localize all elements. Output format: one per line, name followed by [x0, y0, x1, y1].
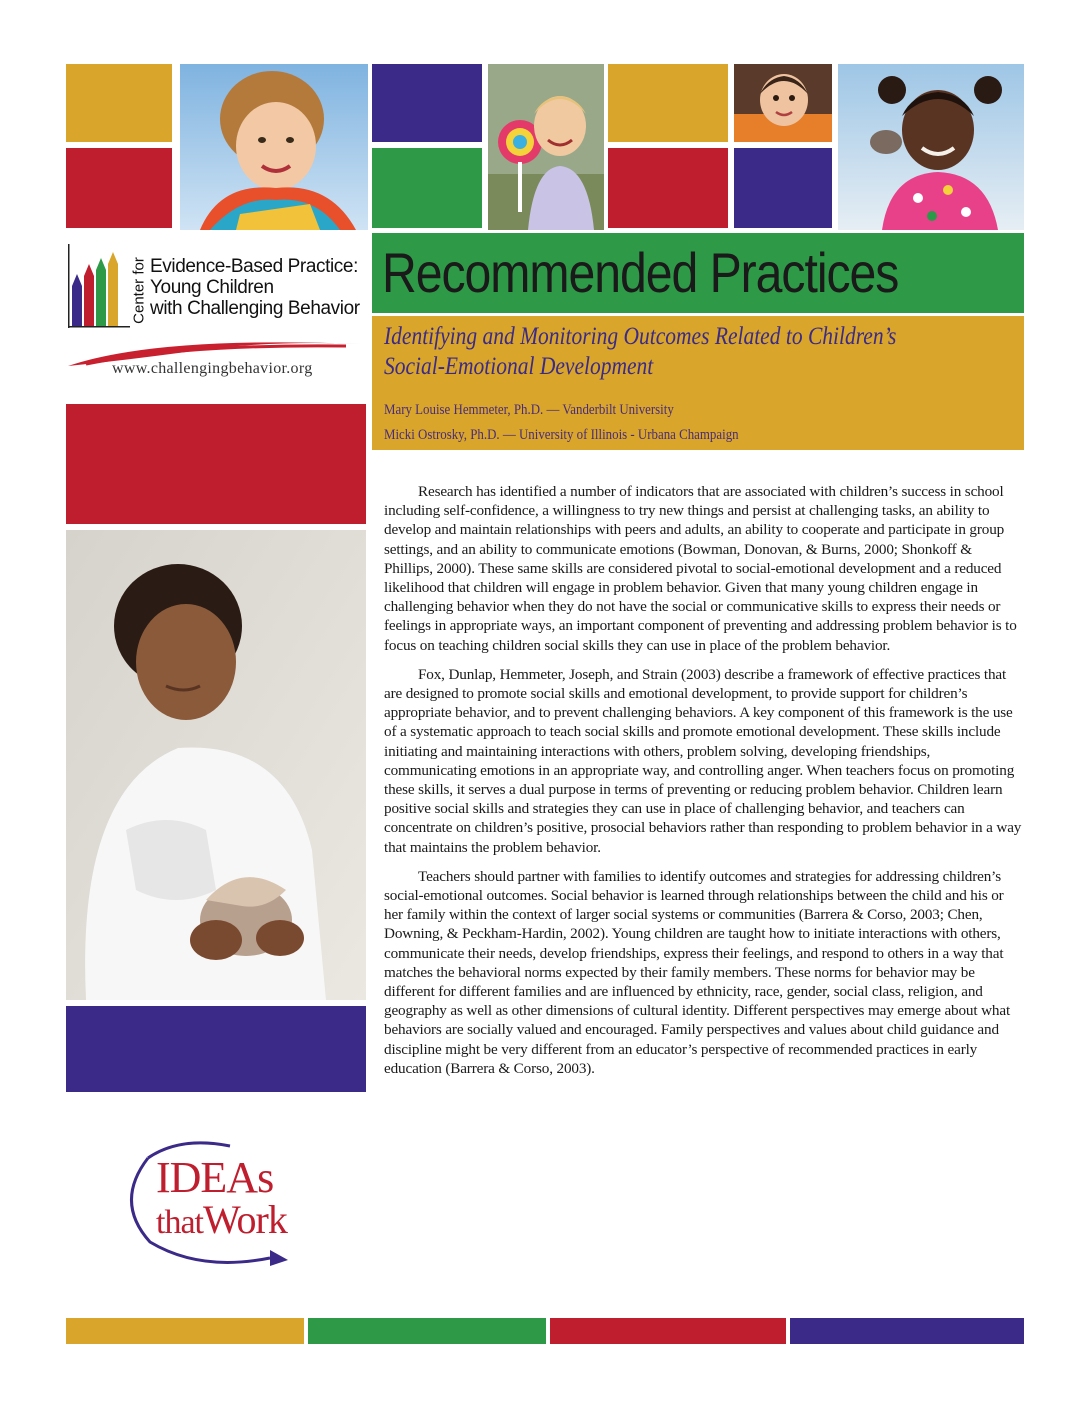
crayons-icon [66, 242, 136, 334]
work-text: Work [202, 1197, 287, 1242]
side-block [66, 1006, 366, 1092]
mosaic-block [608, 148, 728, 228]
child-with-lollipop-photo [488, 64, 604, 230]
mosaic-block [372, 148, 482, 228]
subtitle-line: Identifying and Monitoring Outcomes Related to Children’s [384, 323, 897, 350]
toddler-photo [734, 64, 832, 142]
subtitle-line: Social-Emotional Development [384, 353, 654, 380]
boy-with-seashell-photo [66, 530, 366, 1000]
logo-vertical-text: Center for [130, 257, 148, 324]
logo-text [150, 256, 360, 319]
body-paragraph: Teachers should partner with families to identify outcomes and strategies for addressing children’s social-emotional outcomes. Social behavior is learned through relationships between the child and his or her family within the context of larger social systems or communities (Barrera & Corso, 2003; Chen, Downing, & Peckham-Hardin, 2002). Young children are taught how to initiate interactions with others, communicate their needs, develop friendships, express their feelings, and respond to others in a way that matches the behavioral norms expected by their family members. These norms for behavior may be different for different families and are influenced by ethnicity, race, gender, social class, religion, and geography as well as other dimensions of cultural identity. Different perspectives may emerge about what behaviors are socially valued and encouraged. Family perspectives and values about child guidance and discipline might be very different from an educator’s perspective of recommended practices in early education (Barrera & Corso, 2003). [384, 867, 1011, 1077]
author-line: Mary Louise Hemmeter, Ph.D. — Vanderbilt University [384, 402, 674, 418]
mosaic-block [608, 64, 728, 142]
footer-bar-segment [550, 1318, 786, 1344]
that-text: that [156, 1204, 203, 1241]
ideas-that-work-logo [120, 1138, 332, 1266]
author-line: Micki Ostrosky, Ph.D. — University of Illinois - Urbana Champaign [384, 427, 739, 443]
footer-bar-segment [308, 1318, 546, 1344]
mosaic-block [734, 148, 832, 228]
that-work-text [156, 1196, 287, 1243]
logo-line: with Challenging Behavior [150, 298, 360, 319]
logo-line: Young Children [150, 277, 274, 298]
body-paragraph: Research has identified a number of indicators that are associated with children’s success in school including self-confidence, a willingness to try new things and persist at challenging tasks, an ability to develop and maintain relationships with peers and adults, an ability to cooperate and participate in group settings, and an ability to communicate emotions (Bowman, Donovan, & Burns, 2000; Shonkoff & Phillips, 2000). These same skills are considered pivotal to social-emotional development and a reduced likelihood that children will engage in problem behavior. Given that many young children engage in challenging behavior when they do not have the social or communicative skills to express their needs or feelings in appropriate ways, an important component of preventing and addressing problem behavior is to focus on teaching children social skills they can use in place of the problem behavior. [384, 483, 1017, 654]
ideas-text: IDEAs [156, 1153, 274, 1202]
footer-bar-segment [790, 1318, 1024, 1344]
body-paragraph: Fox, Dunlap, Hemmeter, Joseph, and Strain (2003) describe a framework of effective practices that are designed to promote social skills and emotional development, to provide support for children’s appropriate behavior, and to prevent challenging behaviors. A key component of this framework is the use of a systematic approach to teach social skills and promote emotional development. These skills include initiating and maintaining interactions with others, problem solving, developing friendships, communicating emotions in an appropriate way, and controlling anger. When teachers focus on promoting these skills, it serves a dual purpose in terms of preventing or reducing problem behavior. Children learn positive social skills and strategies they can use in place of challenging behavior, and teachers can concentrate on children’s positive, prosocial behaviors rather than responding to problem behavior in a way that maintains the problem behavior. [384, 665, 1022, 856]
footer-bar-segment [66, 1318, 304, 1344]
subtitle [384, 322, 1020, 382]
mosaic-block [66, 148, 172, 228]
page-title: Recommended Practices [382, 241, 899, 304]
side-block [66, 404, 366, 524]
article-body [384, 482, 1024, 1088]
center-logo [66, 242, 366, 382]
mosaic-block [66, 64, 172, 142]
child-with-scarf-photo [180, 64, 368, 230]
mosaic-block [372, 64, 482, 142]
logo-line: Evidence-Based Practice: [150, 256, 358, 277]
website-url[interactable]: www.challengingbehavior.org [112, 360, 313, 377]
girl-with-seashell-photo [838, 64, 1024, 230]
